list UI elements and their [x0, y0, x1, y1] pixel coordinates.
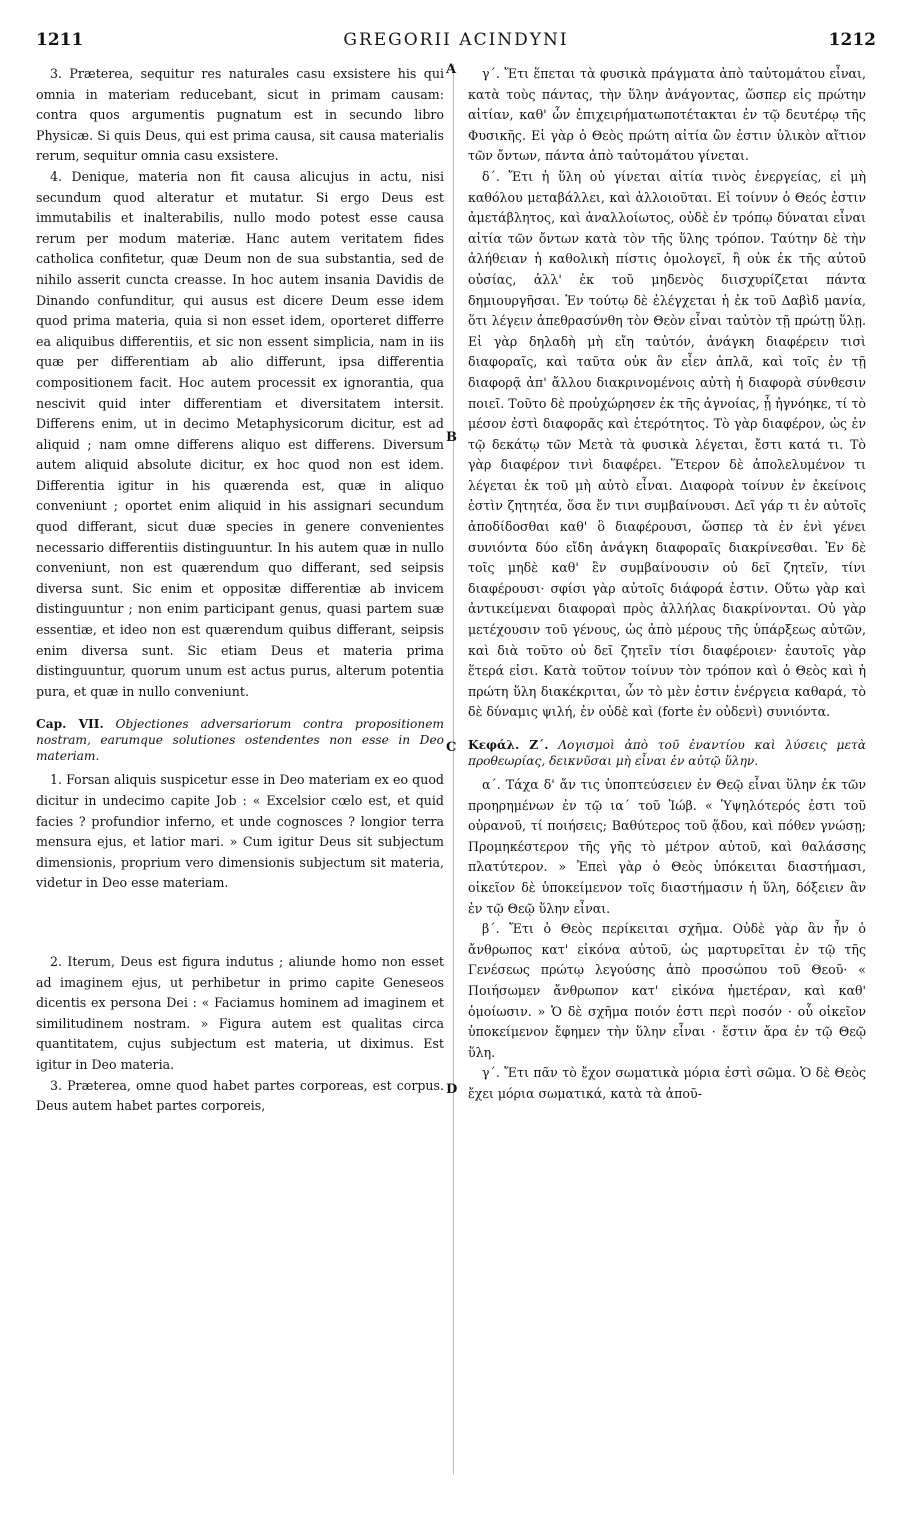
latin-objection-2: 2. Iterum, Deus est figura indutus ; aliunde homo non esset ad imaginem ejus, ut perhibetur in primo capite Geneseos dicentis ex persona Dei : « Faciamus hominem ad imaginem et similitudinem nostram. » Figura autem est qualitas circa quantitatem, cujus subjectum est materia, ut diximus. Est igitur in Deo materia.: [36, 953, 444, 1072]
margin-letter-a: A: [446, 62, 457, 77]
page-number-right: 1212: [828, 30, 876, 50]
page-header: [36, 30, 876, 56]
column-divider: [453, 64, 454, 1474]
margin-letter-c: C: [446, 740, 457, 755]
latin-chapter-label: Cap. VII.: [36, 717, 104, 732]
latin-paragraph-3: 3. Præterea, sequitur res naturales casu exsistere his qui omnia in materiam reducebant, sicut in primam causam: contra quos argumentis pugnatum est in secundo libro Physicæ. Si quis Deus, qui est prima causa, sit causa materialis rerum, sequitur omnia casu exsistere.: [36, 66, 444, 164]
greek-chapter-title: Λογισμοὶ ἀπὸ τοῦ ἐναντίου καὶ λύσεις μετὰ προθεωρίας, δεικνῦσαι μὴ εἶναι ἐν αὐτῷ ὕλην.: [468, 738, 866, 768]
greek-objection-3: γ΄. Ἔτι πᾶν τὸ ἔχον σωματικὰ μόρια ἐστὶ σῶμα. Ὁ δὲ Θεὸς ἔχει μόρια σωματικά, κατὰ τὰ ἀποῦ-: [468, 1065, 866, 1101]
greek-chapter-heading: [468, 737, 866, 769]
greek-objection-1: α΄. Τάχα δ' ἄν τις ὑποπτεύσειεν ἐν Θεῷ εἶναι ὕλην ἐκ τῶν προηρημένων ἐν τῷ ια΄ τοῦ Ἰώβ. « Ὑψηλότερός ἐστι τοῦ οὐρανοῦ, τί ποιήσεις; Βαθύτερος τοῦ ᾅδου, καὶ πόθεν γνώσῃ; Προμηκέστερον τῆς γῆς τὸ μέτρον αὐτοῦ, καὶ θαλάσσης πλατύτερον. » Ἐπεὶ γὰρ ὁ Θεὸς ὑπόκειται διαστήμασι, οἰκεῖον δὲ ὑποκείμενον τοῖς διαστήμασιν ἡ ὕλη, δόξειεν ἂν ἐν τῷ Θεῷ ὕλην εἶναι.: [468, 777, 866, 916]
running-title: GREGORII ACINDYNI: [343, 30, 569, 50]
margin-letter-b: B: [446, 430, 457, 445]
greek-paragraph-3: γ΄. Ἔτι ἕπεται τὰ φυσικὰ πράγματα ἀπὸ ταὐτομάτου εἶναι, κατὰ τοὺς πάντας, τὴν ὕλην ἀνάγοντας, ὥσπερ εἰς πρώτην αἰτίαν, καθ' ὧν ἐπιχειρήματωποτέτακται ἐν τῷ δευτέρῳ τῆς Φυσικῆς. Εἰ γὰρ ὁ Θεὸς πρώτη αἰτία ὢν ἐστιν ὑλικὸν αἴτιον τῶν ὄντων, πάντα ἀπὸ ταὐτομάτου γίνεται.: [468, 66, 866, 164]
greek-paragraph-4: δ΄. Ἔτι ἡ ὕλη οὐ γίνεται αἰτία τινὸς ἐνεργείας, εἰ μὴ καθόλου μεταβάλλει, καὶ ἀλλοιοῦται. Εἰ τοίνυν ὁ Θεός ἐστιν ἀμετάβλητος, καὶ ἀναλλοίωτος, οὐδὲ ἐν τρόπῳ δύναται εἶναι αἰτία τῶν ὄντων κατὰ τὸν τῆς ὕλης τρόπον. Ταύτην δὲ τὴν ἀλήθειαν ἡ καθολικὴ πίστις ὁμολογεῖ, ἢ οὐκ ἐκ τῆς αὐτοῦ οὐσίας, ἀλλ' ἐκ τοῦ μηδενὸς διισχυρίζεται πάντα δημιουργῆσαι. Ἐν τούτῳ δὲ ἐλέγχεται ἡ ἐκ τοῦ Δαβὶδ μανία, ὅτι λέγειν ἀπεθρασύνθη τὸν Θεὸν εἶναι ταὐτὸν τῇ πρώτῃ ὕλῃ. Εἰ γὰρ δηλαδὴ μὴ εἴη ταὐτόν, ἀνάγκη διαφέρειν τισὶ διαφοραῖς, καὶ ταῦτα οὐκ ἂν εἶεν ἁπλᾶ, καὶ τοῖς ἐν τῇ διαφορᾷ ἀπ' ἄλλου διακρινομένοις αὐτὴ ἡ διαφορὰ σύνθεσιν ποιεῖ. Τοῦτο δὲ προὐχώρησεν ἐκ τῆς ἀγνοίας, ᾗ ἠγνόηκε, τί τὸ μέσον ἐστὶ διαφορᾶς καὶ ἑτερότητος. Τὸ γὰρ διαφέρον, ὡς ἐν τῷ δεκάτῳ τῶν Μετὰ τὰ φυσικὰ λέγεται, ἔστι κατά τι. Τὸ γὰρ διαφέρον τινὶ διαφέρει. Ἕτερον δὲ ἀπολελυμένον τι λέγεται ἐκ τοῦ μὴ αὐτὸ εἶναι. Διαφορὰ τοίνυν ἐν ἐκείνοις ἐστὶν ζητητέα, ὅσα ἔν τινι συμβαίνουσι. Δεῖ γάρ τι ἐν αὐτοῖς ἀποδίδοσθαι καθ' ὃ διαφέρουσι, ὥσπερ τὰ ἐν ἑνὶ γένει συνιόντα δύο εἴδη ἀνάγκη διαφοραῖς διακρίνεσθαι. Ἐν δὲ τοῖς μηδὲ καθ' ἓν συμβαίνουσιν οὐ δεῖ ζητεῖν, τίνι διαφέρουσι· σφίσι γὰρ αὐτοῖς διάφορά ἐστιν. Οὕτω γὰρ καὶ ἀντικείμεναι διαφοραὶ πρὸς ἀλλήλας διακρίνονται. Οὐ γὰρ μετέχουσιν τοῦ γένους, ὡς ἀπὸ μέρους τῆς ὑπάρξεως αὐτῶν, καὶ διὰ τοῦτο οὐ δεῖ ζητεῖν τίσι διαφέροιεν· ἑαυτοῖς γὰρ ἕτερά εἰσι. Κατὰ τοῦτον τοίνυν τὸν τρόπον καὶ ὁ Θεὸς καὶ ἡ πρώτη ὕλη διακέκριται, ὧν τὸ μὲν ἐστιν ἐνέργεια καθαρά, τὸ δὲ δύναμις ψιλή, ἐν οὐδὲ καὶ (forte ἐν οὐδενὶ) συνιόντα.: [468, 168, 866, 720]
greek-chapter-label: Κεφάλ. Ζ΄.: [468, 738, 549, 752]
latin-chapter-heading: [36, 716, 444, 764]
latin-chapter-title: Objectiones adversariorum contra propositionem nostram, earumque solutiones ostendentes non esse in Deo materiam.: [36, 717, 444, 764]
page-number-left: 1211: [36, 30, 84, 50]
margin-letter-d: D: [446, 1082, 458, 1097]
greek-column: [468, 64, 866, 1105]
latin-paragraph-4: 4. Denique, materia non fit causa alicujus in actu, nisi secundum quod alteratur et mutatur. Si ergo Deus est immutabilis et inalterabilis, nullo modo potest esse causa rerum per modum materiæ. Hanc autem veritatem fides catholica confitetur, quæ Deum non de sua substantia, sed de nihilo asserit cuncta creasse. In hoc autem insania Davidis de Dinando confunditur, qui ausus est dicere Deum esse idem quod prima materia, quia si non esset idem, oporteret differre ea aliquibus differentiis, et sic non essent simplicia, nam in iis quæ per differentiam ab alio differunt, ipsa differentia compositionem facit. Hoc autem processit ex ignorantia, qua nescivit quid inter differentiam et diversitatem intersit. Differens enim, ut in decimo Metaphysicorum dicitur, est ad aliquid ; nam omne differens aliquo est differens. Diversum autem aliquid absolute dicitur, ex hoc quod non est idem. Differentia igitur in his quærenda est, quæ in aliquo conveniunt ; oportet enim aliquid in his assignari secundum quod differant, sicut duæ species in genere convenientes necessario differentiis distinguuntur. In his autem quæ in nullo conveniunt, non est quærendum quo differant, sed seipsis diversa sunt. Sic enim et oppositæ differentiæ ab invicem distinguuntur ; non enim participant genus, quasi partem suæ essentiæ, et ideo non est quærendum quibus differant, seipsis enim diversa sunt. Sic etiam Deus et materia prima distinguuntur, quorum unum est actus purus, alterum potentia pura, et quæ in nullo conveniunt.: [36, 168, 444, 699]
latin-column: [36, 64, 444, 1117]
latin-objection-3: 3. Præterea, omne quod habet partes corporeas, est corpus. Deus autem habet partes corporeis,: [36, 1077, 444, 1114]
greek-objection-2: β΄. Ἔτι ὁ Θεὸς περίκειται σχῆμα. Οὐδὲ γὰρ ἂν ἦν ὁ ἄνθρωπος κατ' εἰκόνα αὐτοῦ, ὡς μαρτυρεῖται ἐν τῷ τῆς Γενέσεως πρώτῳ λεγούσης ἀπὸ προσώπου τοῦ Θεοῦ· « Ποιήσωμεν ἄνθρωπον κατ' εἰκόνα ἡμετέραν, καὶ καθ' ὁμοίωσιν. » Ὁ δὲ σχῆμα ποιόν ἐστι περὶ ποσόν · οὗ οἰκεῖον ὑποκείμενον ἔφημεν τὴν ὕλην εἶναι · ἔστιν ἄρα ἐν τῷ Θεῷ ὕλη.: [468, 921, 866, 1060]
latin-objection-1: 1. Forsan aliquis suspicetur esse in Deo materiam ex eo quod dicitur in undecimo capite Job : « Excelsior cœlo est, et quid facies ? profundior inferno, et unde cognosces ? longior terra mensura ejus, et latior mari. » Cum igitur Deus sit subjectum dimensionis, proprium vero dimensionis subjectum sit materia, videtur in Deo esse materiam.: [36, 772, 444, 891]
